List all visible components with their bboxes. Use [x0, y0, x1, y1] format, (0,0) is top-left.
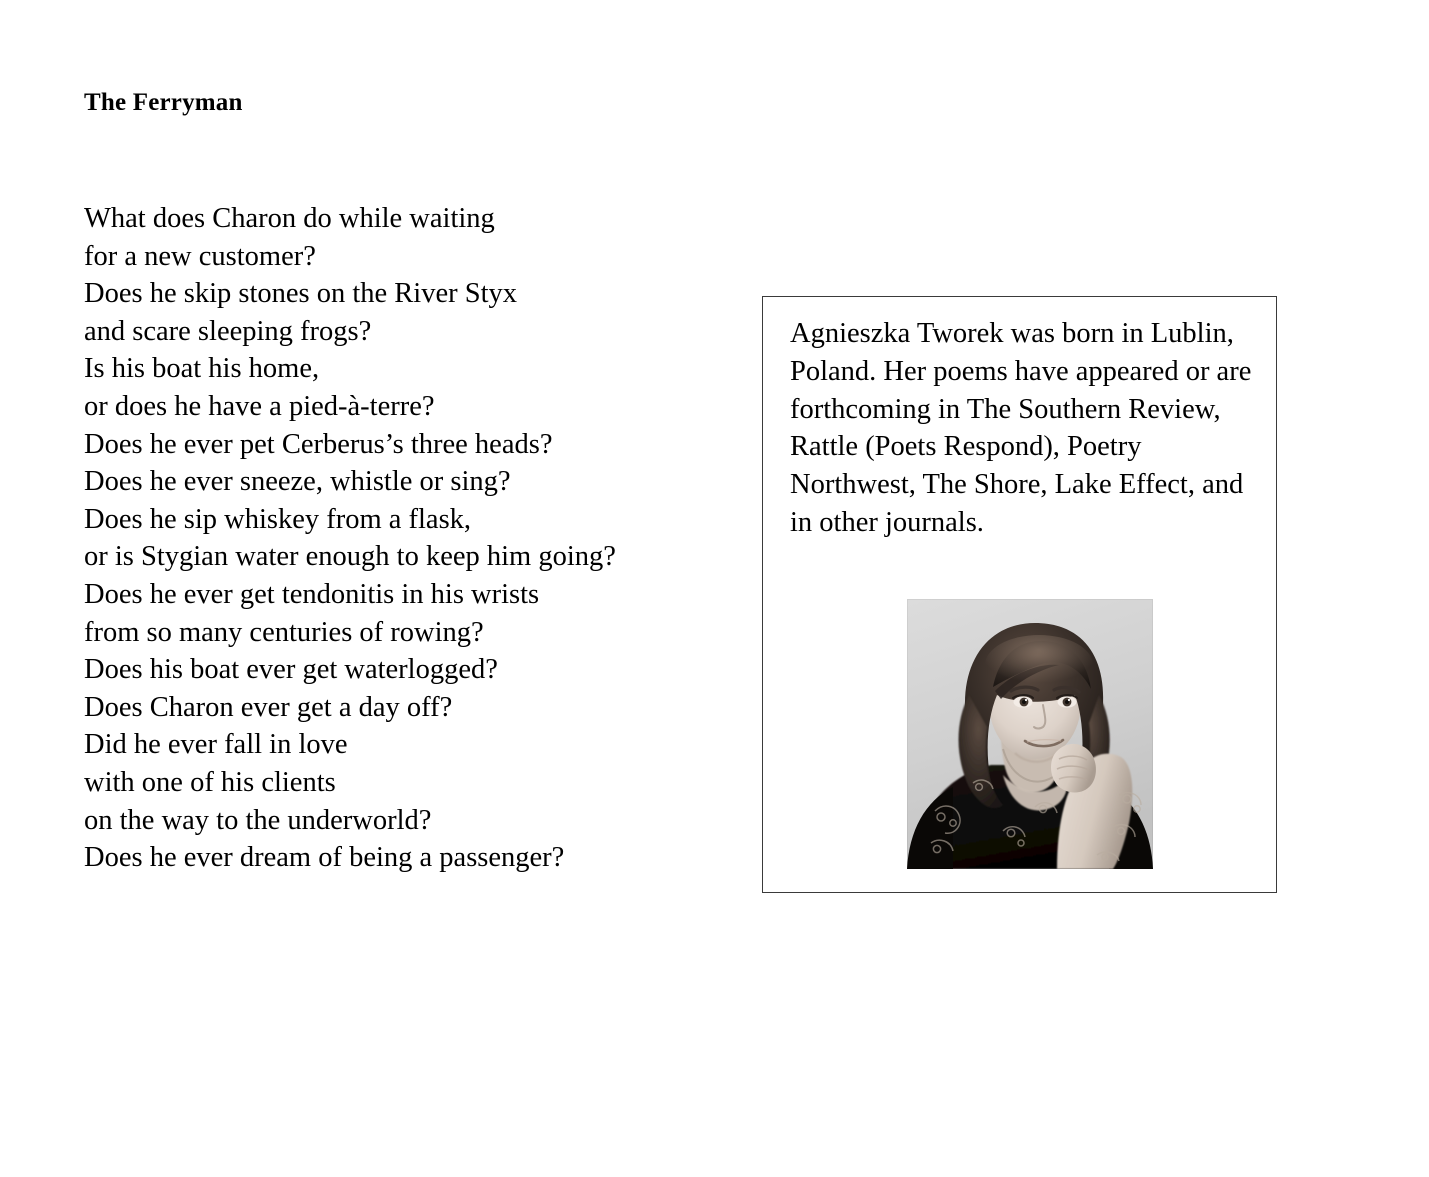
poem-line: Does he ever pet Cerberus’s three heads?	[84, 428, 553, 460]
poem-line: Does he ever get tendonitis in his wrists	[84, 578, 540, 610]
page-title: The Ferryman	[84, 89, 243, 116]
author-bio-text: Agnieszka Tworek was born in Lublin, Poland. Her poems have appeared or are forthcoming in The Southern Review, Rattle (Poets Respond), Poetry Northwest, The Shore, Lake Effect, and in other journals.	[790, 318, 1252, 538]
poem-line: Does he ever dream of being a passenger?	[84, 842, 565, 874]
author-photo-frame	[907, 599, 1153, 869]
poem-line: Is his boat his home,	[84, 353, 320, 385]
poem-line: or is Stygian water enough to keep him going?	[84, 541, 616, 573]
poem-line: Does Charon ever get a day off?	[84, 691, 453, 723]
author-bio-box	[762, 296, 1277, 893]
poem-line: Does he sip whiskey from a flask,	[84, 503, 472, 535]
poem-line: or does he have a pied-à-terre?	[84, 390, 435, 422]
poem-line: What does Charon do while waiting	[84, 203, 495, 234]
poem-line: Does his boat ever get waterlogged?	[84, 654, 498, 686]
poem-line: Did he ever fall in love	[84, 729, 348, 761]
poem-body	[84, 200, 744, 877]
author-portrait-image	[907, 599, 1153, 869]
poem-line: with one of his clients	[84, 766, 336, 798]
poem-line: Does he skip stones on the River Styx	[84, 278, 518, 310]
poem-line: Does he ever sneeze, whistle or sing?	[84, 466, 511, 498]
poem-line: on the way to the underworld?	[84, 804, 432, 836]
poem-line: from so many centuries of rowing?	[84, 616, 484, 648]
poem-line: and scare sleeping frogs?	[84, 315, 372, 347]
poem-line: for a new customer?	[84, 240, 316, 272]
